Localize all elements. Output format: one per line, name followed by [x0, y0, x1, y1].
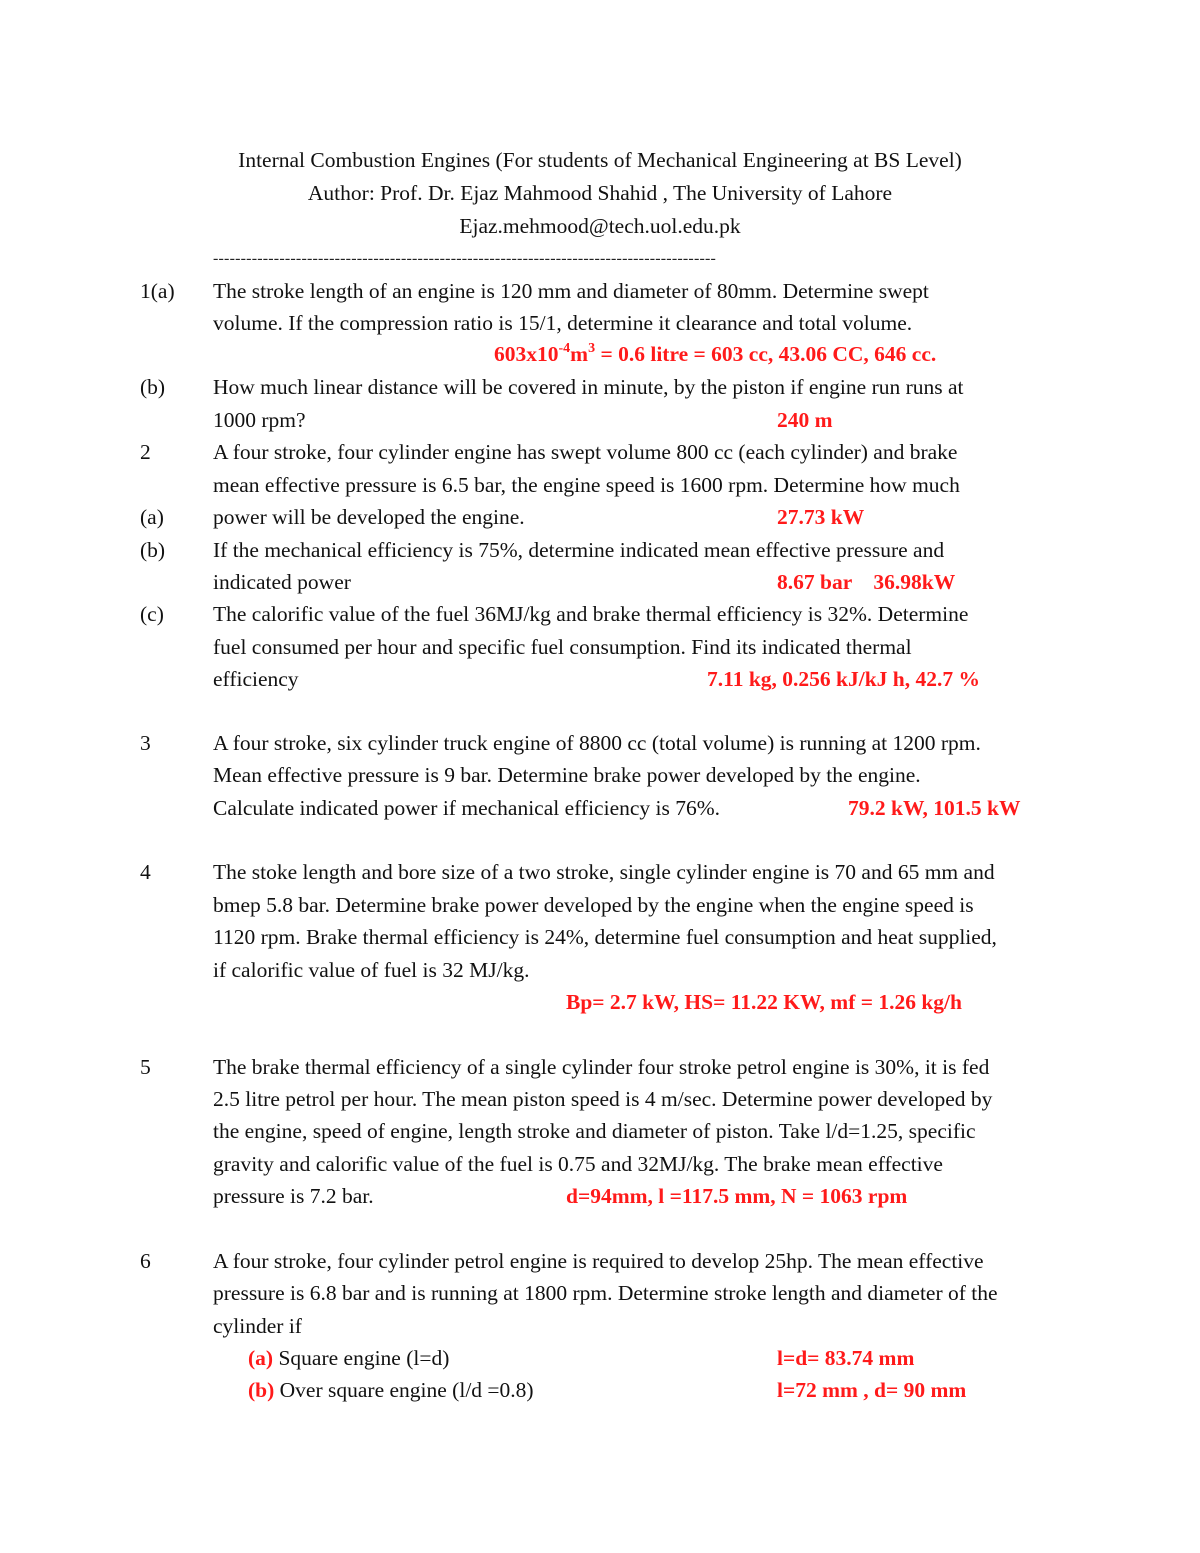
- answer-4: Bp= 2.7 kW, HS= 11.22 KW, mf = 1.26 kg/h: [566, 990, 962, 1014]
- question-3-line-1: A four stroke, six cylinder truck engine of 8800 cc (total volume) is running at 1200 rpm.: [213, 731, 981, 755]
- question-2-number: 2: [140, 440, 151, 464]
- separator-rule: -------------------------------------------------------------------------------------------: [213, 250, 717, 267]
- question-2c-line-3: efficiency: [213, 667, 299, 691]
- question-6a-text: Square engine (l=d): [273, 1346, 450, 1370]
- question-5-line-2: 2.5 litre petrol per hour. The mean piston speed is 4 m/sec. Determine power developed by: [213, 1087, 993, 1111]
- question-5-line-1: The brake thermal efficiency of a single cylinder four stroke petrol engine is 30%, it is fed: [213, 1055, 990, 1079]
- author-email: Ejaz.mehmood@tech.uol.edu.pk: [459, 214, 741, 238]
- question-2c-line-1: The calorific value of the fuel 36MJ/kg and brake thermal efficiency is 32%. Determine: [213, 602, 969, 626]
- question-2a-line: power will be developed the engine.: [213, 505, 525, 529]
- question-6-line-2: pressure is 6.8 bar and is running at 1800 rpm. Determine stroke length and diameter of the: [213, 1281, 998, 1305]
- question-3-line-3: Calculate indicated power if mechanical efficiency is 76%.: [213, 796, 721, 820]
- question-4-line-4: if calorific value of fuel is 32 MJ/kg.: [213, 958, 530, 982]
- question-6a-label: (a): [248, 1346, 274, 1370]
- question-1b-number: (b): [140, 375, 166, 399]
- answer-5: d=94mm, l =117.5 mm, N = 1063 rpm: [566, 1184, 908, 1208]
- question-3-number: 3: [140, 731, 151, 755]
- answer-1a: [494, 341, 937, 366]
- answer-1a-unit: m: [570, 342, 589, 366]
- question-1a-number: 1(a): [140, 279, 175, 303]
- document-title: Internal Combustion Engines (For students of Mechanical Engineering at BS Level): [238, 148, 962, 172]
- question-5-line-4: gravity and calorific value of the fuel is 0.75 and 32MJ/kg. The brake mean effective: [213, 1152, 943, 1176]
- question-2c-line-2: fuel consumed per hour and specific fuel consumption. Find its indicated thermal: [213, 635, 912, 659]
- question-4-line-1: The stoke length and bore size of a two stroke, single cylinder engine is 70 and 65 mm and: [213, 860, 995, 884]
- question-6b-text: Over square engine (l/d =0.8): [274, 1378, 534, 1402]
- question-1a-line-2: volume. If the compression ratio is 15/1, determine it clearance and total volume.: [213, 311, 913, 335]
- question-2-line-1: A four stroke, four cylinder engine has swept volume 800 cc (each cylinder) and brake: [213, 440, 958, 464]
- answer-1a-exponent-2: 3: [588, 341, 596, 356]
- question-4-line-2: bmep 5.8 bar. Determine brake power developed by the engine when the engine speed is: [213, 893, 974, 917]
- question-6b-label: (b): [248, 1378, 275, 1402]
- answer-1a-part-2: = 0.6 litre = 603 cc, 43.06 CC, 646 cc.: [595, 342, 937, 366]
- question-2b-line-1: If the mechanical efficiency is 75%, determine indicated mean effective pressure and: [213, 538, 945, 562]
- answer-2c: 7.11 kg, 0.256 kJ/kJ h, 42.7 %: [707, 667, 980, 691]
- question-2b-line-2: indicated power: [213, 570, 351, 594]
- answer-3: 79.2 kW, 101.5 kW: [848, 796, 1021, 820]
- answer-1a-exponent-1: -4: [558, 341, 571, 356]
- question-6-number: 6: [140, 1249, 151, 1273]
- question-6b: [248, 1380, 534, 1402]
- question-5-line-5: pressure is 7.2 bar.: [213, 1184, 374, 1208]
- question-6a: [248, 1348, 449, 1370]
- answer-2a: 27.73 kW: [777, 505, 865, 529]
- question-2c-number: (c): [140, 602, 164, 626]
- question-1b-line-1: How much linear distance will be covered in minute, by the piston if engine run runs at: [213, 375, 964, 399]
- answer-6a: l=d= 83.74 mm: [777, 1346, 915, 1370]
- author-line: Author: Prof. Dr. Ejaz Mahmood Shahid , The University of Lahore: [307, 181, 893, 205]
- question-1a-line-1: The stroke length of an engine is 120 mm and diameter of 80mm. Determine swept: [213, 279, 929, 303]
- answer-6b: l=72 mm , d= 90 mm: [777, 1378, 967, 1402]
- answer-1a-part-1: 603x10: [494, 342, 559, 366]
- question-6-line-1: A four stroke, four cylinder petrol engine is required to develop 25hp. The mean effective: [213, 1249, 984, 1273]
- question-3-line-2: Mean effective pressure is 9 bar. Determine brake power developed by the engine.: [213, 763, 921, 787]
- question-2a-number: (a): [140, 505, 164, 529]
- question-5-number: 5: [140, 1055, 151, 1079]
- question-4-number: 4: [140, 860, 151, 884]
- question-6-line-3: cylinder if: [213, 1314, 302, 1338]
- answer-2b: 8.67 bar 36.98kW: [777, 570, 956, 594]
- question-2b-number: (b): [140, 538, 166, 562]
- question-5-line-3: the engine, speed of engine, length stroke and diameter of piston. Take l/d=1.25, specific: [213, 1119, 976, 1143]
- question-4-line-3: 1120 rpm. Brake thermal efficiency is 24%, determine fuel consumption and heat supplied,: [213, 925, 997, 949]
- answer-1b: 240 m: [777, 408, 833, 432]
- question-1b-line-2: 1000 rpm?: [213, 408, 306, 432]
- question-2-line-2: mean effective pressure is 6.5 bar, the engine speed is 1600 rpm. Determine how much: [213, 473, 960, 497]
